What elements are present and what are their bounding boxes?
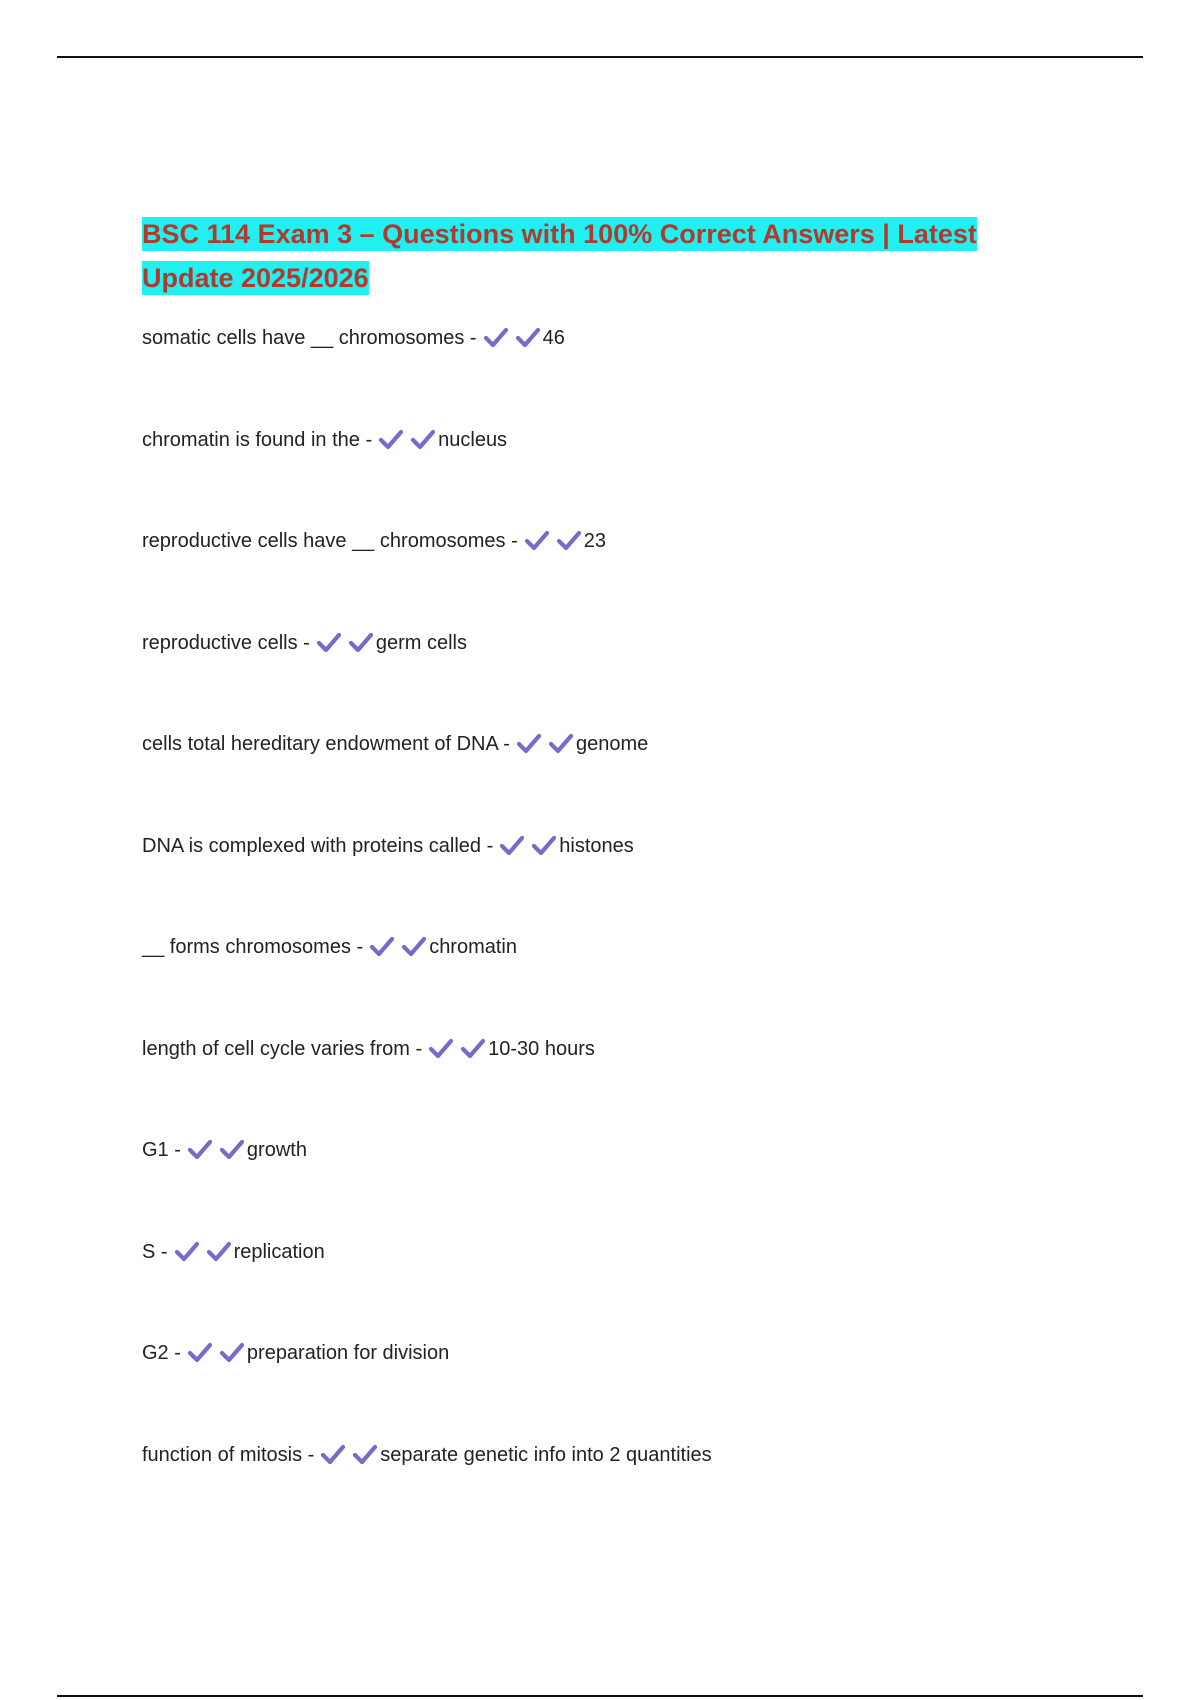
check-icon [556, 529, 582, 551]
separator: - [168, 1139, 181, 1161]
separator: - [302, 1443, 315, 1466]
answer-text: 23 [583, 530, 606, 552]
check-icon [369, 935, 395, 957]
question-text: reproductive cells [142, 631, 298, 654]
check-icon [206, 1240, 232, 1262]
answer-text: growth [246, 1139, 307, 1161]
check-icon [428, 1037, 454, 1059]
check-icon [348, 631, 374, 653]
qa-item [142, 1339, 449, 1367]
separator: - [481, 834, 494, 857]
check-icon [548, 732, 574, 754]
title-line-1: BSC 114 Exam 3 – Questions with 100% Correct Answers | Latest [142, 219, 977, 249]
check-icon [320, 1443, 346, 1465]
answer-text: chromatin [429, 936, 517, 958]
check-icon [352, 1443, 378, 1465]
question-text: S [142, 1240, 156, 1263]
check-icon [531, 834, 557, 856]
check-icon [378, 428, 404, 450]
check-icon [219, 1138, 245, 1160]
check-icon [483, 326, 509, 348]
separator: - [464, 327, 477, 349]
check-icon [524, 529, 550, 551]
answer-text: genome [575, 733, 649, 755]
check-icon [499, 834, 525, 856]
qa-item [142, 324, 565, 352]
answer-text: histones [559, 834, 634, 857]
separator: - [497, 733, 510, 755]
answer-text: preparation for division [246, 1342, 450, 1364]
check-icon [187, 1138, 213, 1160]
check-icon [174, 1240, 200, 1262]
answer-text: nucleus [438, 428, 508, 451]
answer-text: separate genetic info into 2 quantities [380, 1443, 712, 1466]
question-text: G1 [142, 1139, 169, 1161]
title-line-2: Update 2025/2026 [142, 263, 369, 293]
separator: - [155, 1240, 168, 1263]
qa-item [142, 629, 467, 657]
separator: - [350, 936, 364, 958]
answer-text: germ cells [375, 631, 467, 654]
separator: - [359, 428, 373, 451]
separator: - [505, 530, 518, 552]
check-icon [187, 1341, 213, 1363]
check-icon [515, 326, 541, 348]
qa-item [142, 1035, 595, 1063]
check-icon [401, 935, 427, 957]
question-text: __ forms chromosomes [142, 936, 351, 958]
question-text: G2 [142, 1342, 169, 1364]
answer-text: replication [233, 1240, 325, 1263]
footer-rule [57, 1695, 1143, 1697]
qa-item [142, 1441, 712, 1469]
qa-item [142, 1238, 325, 1266]
document-title [142, 212, 1022, 300]
qa-item [142, 426, 507, 454]
answer-text: 10-30 hours [488, 1037, 595, 1060]
separator: - [168, 1342, 181, 1364]
question-text: chromatin is found in the [142, 428, 360, 451]
question-text: reproductive cells have __ chromosomes [142, 530, 506, 552]
answer-text: 46 [542, 327, 565, 349]
check-icon [316, 631, 342, 653]
qa-item [142, 832, 634, 860]
separator: - [409, 1037, 423, 1060]
question-text: somatic cells have __ chromosomes [142, 327, 465, 349]
check-icon [516, 732, 542, 754]
check-icon [410, 428, 436, 450]
check-icon [219, 1341, 245, 1363]
qa-item [142, 933, 517, 961]
check-icon [460, 1037, 486, 1059]
header-rule [57, 56, 1143, 58]
qa-item [142, 527, 606, 555]
question-text: function of mitosis [142, 1443, 303, 1466]
qa-item [142, 1136, 307, 1164]
separator: - [297, 631, 310, 654]
question-text: length of cell cycle varies from [142, 1037, 410, 1060]
qa-item [142, 730, 648, 758]
question-text: DNA is complexed with proteins called [142, 834, 482, 857]
question-text: cells total hereditary endowment of DNA [142, 733, 498, 755]
